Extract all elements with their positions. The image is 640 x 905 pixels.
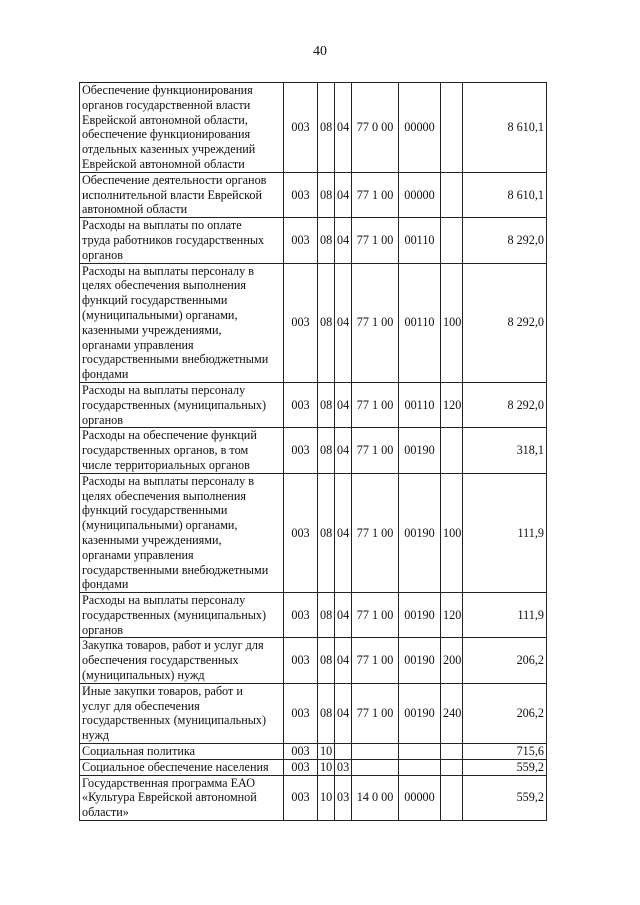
table-row [80, 775, 547, 820]
expense-type-code-cell [441, 759, 463, 775]
item-name-line: Расходы на выплаты персоналу в [82, 263, 254, 278]
item-name-line: Еврейской автономной области, [82, 112, 248, 127]
item-name-cell [80, 172, 284, 217]
subsection-code-cell: 04 [335, 593, 352, 638]
item-name-line: Расходы на выплаты персоналу [82, 382, 246, 397]
item-name-cell [80, 428, 284, 473]
subsection-code-cell: 04 [335, 382, 352, 427]
program-code-cell: 77 1 00 [352, 382, 399, 427]
section-code-cell: 10 [318, 775, 335, 820]
item-name-line: государственными внебюджетными [82, 562, 269, 577]
budget-table-body [80, 83, 547, 821]
expense-type-code-cell: 120 [441, 593, 463, 638]
item-name-line: органов [82, 247, 123, 262]
section-code-cell: 08 [318, 428, 335, 473]
direction-code-cell: 00000 [399, 775, 441, 820]
program-code-cell: 77 1 00 [352, 428, 399, 473]
direction-code-cell: 00190 [399, 473, 441, 592]
amount-cell: 206,2 [463, 683, 547, 743]
item-name-line: Социальная политика [82, 744, 196, 759]
program-code-cell: 77 1 00 [352, 473, 399, 592]
expense-type-code-cell [441, 218, 463, 263]
item-name-line: Обеспечение функционирования [82, 83, 253, 97]
item-name-line: Государственная программа ЕАО [82, 775, 256, 790]
item-name-line: числе территориальных органов [82, 457, 250, 472]
program-code-cell: 77 1 00 [352, 218, 399, 263]
item-name-line: обеспечения государственных [82, 653, 239, 668]
subsection-code-cell [335, 744, 352, 760]
table-row [80, 744, 547, 760]
expense-type-code-cell: 120 [441, 382, 463, 427]
subsection-code-cell: 04 [335, 638, 352, 683]
amount-cell: 8 610,1 [463, 172, 547, 217]
subsection-code-cell: 03 [335, 775, 352, 820]
subsection-code-cell: 04 [335, 218, 352, 263]
grbs-code-cell: 003 [284, 172, 318, 217]
item-name-line: автономной области [82, 202, 188, 217]
item-name-cell [80, 638, 284, 683]
section-code-cell: 10 [318, 759, 335, 775]
item-name-line: государственных (муниципальных) [82, 397, 267, 412]
item-name-line: функций государственными [82, 293, 228, 308]
amount-cell: 111,9 [463, 473, 547, 592]
subsection-code-cell: 04 [335, 263, 352, 382]
grbs-code-cell: 003 [284, 775, 318, 820]
item-name-line: (муниципальными) органами, [82, 518, 238, 533]
amount-cell: 715,6 [463, 744, 547, 760]
direction-code-cell: 00110 [399, 218, 441, 263]
table-row [80, 83, 547, 173]
section-code-cell: 08 [318, 382, 335, 427]
table-row [80, 172, 547, 217]
subsection-code-cell: 04 [335, 83, 352, 173]
item-name-line: фондами [82, 577, 129, 592]
expense-type-code-cell: 240 [441, 683, 463, 743]
direction-code-cell: 00000 [399, 83, 441, 173]
budget-table [79, 82, 547, 821]
amount-cell: 111,9 [463, 593, 547, 638]
subsection-code-cell: 03 [335, 759, 352, 775]
direction-code-cell [399, 744, 441, 760]
item-name-line: органов государственной власти [82, 97, 251, 112]
item-name-cell [80, 263, 284, 382]
item-name-line: органами управления [82, 337, 194, 352]
section-code-cell: 08 [318, 473, 335, 592]
item-name-line: фондами [82, 367, 129, 382]
item-name-line: казенными учреждениями, [82, 532, 222, 547]
item-name-line: Расходы на выплаты по оплате [82, 218, 242, 233]
item-name-line: органов [82, 622, 123, 637]
amount-cell: 8 610,1 [463, 83, 547, 173]
subsection-code-cell: 04 [335, 473, 352, 592]
grbs-code-cell: 003 [284, 638, 318, 683]
subsection-code-cell: 04 [335, 428, 352, 473]
table-row [80, 759, 547, 775]
direction-code-cell: 00110 [399, 382, 441, 427]
expense-type-code-cell: 200 [441, 638, 463, 683]
amount-cell: 559,2 [463, 775, 547, 820]
item-name-line: услуг для обеспечения [82, 698, 200, 713]
item-name-line: нужд [82, 728, 110, 743]
grbs-code-cell: 003 [284, 593, 318, 638]
item-name-line: целях обеспечения выполнения [82, 278, 246, 293]
amount-cell: 559,2 [463, 759, 547, 775]
item-name-line: (муниципальных) нужд [82, 668, 205, 683]
direction-code-cell: 00000 [399, 172, 441, 217]
amount-cell: 206,2 [463, 638, 547, 683]
grbs-code-cell: 003 [284, 428, 318, 473]
item-name-line: Расходы на выплаты персоналу [82, 593, 246, 608]
section-code-cell: 08 [318, 683, 335, 743]
program-code-cell: 14 0 00 [352, 775, 399, 820]
item-name-line: Закупка товаров, работ и услуг для [82, 638, 264, 653]
subsection-code-cell: 04 [335, 172, 352, 217]
expense-type-code-cell: 100 [441, 263, 463, 382]
table-row [80, 593, 547, 638]
direction-code-cell: 00110 [399, 263, 441, 382]
item-name-line: обеспечение функционирования [82, 127, 251, 142]
table-row [80, 382, 547, 427]
direction-code-cell: 00190 [399, 683, 441, 743]
grbs-code-cell: 003 [284, 473, 318, 592]
item-name-line: труда работников государственных [82, 232, 265, 247]
table-row [80, 473, 547, 592]
item-name-line: Еврейской автономной области [82, 156, 245, 171]
direction-code-cell: 00190 [399, 593, 441, 638]
section-code-cell: 08 [318, 172, 335, 217]
amount-cell: 318,1 [463, 428, 547, 473]
table-row [80, 263, 547, 382]
direction-code-cell: 00190 [399, 428, 441, 473]
item-name-cell [80, 744, 284, 760]
grbs-code-cell: 003 [284, 218, 318, 263]
item-name-cell [80, 382, 284, 427]
table-row [80, 638, 547, 683]
item-name-line: государственных (муниципальных) [82, 607, 267, 622]
grbs-code-cell: 003 [284, 744, 318, 760]
grbs-code-cell: 003 [284, 382, 318, 427]
item-name-line: органами управления [82, 547, 194, 562]
table-row [80, 218, 547, 263]
expense-type-code-cell [441, 775, 463, 820]
section-code-cell: 08 [318, 83, 335, 173]
amount-cell: 8 292,0 [463, 218, 547, 263]
item-name-line: Иные закупки товаров, работ и [82, 683, 243, 698]
section-code-cell: 08 [318, 263, 335, 382]
item-name-line: «Культура Еврейской автономной [82, 790, 257, 805]
expense-type-code-cell [441, 83, 463, 173]
expense-type-code-cell: 100 [441, 473, 463, 592]
item-name-line: государственных органов, в том [82, 443, 249, 458]
item-name-cell [80, 473, 284, 592]
item-name-line: (муниципальными) органами, [82, 307, 238, 322]
grbs-code-cell: 003 [284, 263, 318, 382]
amount-cell: 8 292,0 [463, 382, 547, 427]
section-code-cell: 08 [318, 218, 335, 263]
program-code-cell: 77 1 00 [352, 638, 399, 683]
item-name-line: функций государственными [82, 503, 228, 518]
item-name-line: Расходы на обеспечение функций [82, 428, 257, 443]
item-name-line: государственными внебюджетными [82, 352, 269, 367]
page-number: 40 [313, 44, 327, 59]
item-name-cell [80, 775, 284, 820]
item-name-line: Социальное обеспечение населения [82, 759, 269, 774]
section-code-cell: 08 [318, 638, 335, 683]
expense-type-code-cell [441, 172, 463, 217]
item-name-line: государственных (муниципальных) [82, 713, 267, 728]
item-name-cell [80, 683, 284, 743]
program-code-cell [352, 744, 399, 760]
item-name-line: Обеспечение деятельности органов [82, 172, 267, 187]
subsection-code-cell: 04 [335, 683, 352, 743]
item-name-line: области» [82, 805, 129, 820]
expense-type-code-cell [441, 744, 463, 760]
table-row [80, 683, 547, 743]
grbs-code-cell: 003 [284, 683, 318, 743]
program-code-cell [352, 759, 399, 775]
amount-cell: 8 292,0 [463, 263, 547, 382]
program-code-cell: 77 1 00 [352, 172, 399, 217]
grbs-code-cell: 003 [284, 83, 318, 173]
expense-type-code-cell [441, 428, 463, 473]
program-code-cell: 77 1 00 [352, 683, 399, 743]
item-name-line: отдельных казенных учреждений [82, 142, 256, 157]
item-name-line: казенными учреждениями, [82, 322, 222, 337]
program-code-cell: 77 1 00 [352, 263, 399, 382]
program-code-cell: 77 0 00 [352, 83, 399, 173]
item-name-cell [80, 593, 284, 638]
program-code-cell: 77 1 00 [352, 593, 399, 638]
item-name-line: целях обеспечения выполнения [82, 488, 246, 503]
item-name-line: органов [82, 412, 123, 427]
direction-code-cell: 00190 [399, 638, 441, 683]
item-name-line: исполнительной власти Еврейской [82, 187, 263, 202]
section-code-cell: 08 [318, 593, 335, 638]
grbs-code-cell: 003 [284, 759, 318, 775]
table-row [80, 428, 547, 473]
item-name-line: Расходы на выплаты персоналу в [82, 473, 254, 488]
direction-code-cell [399, 759, 441, 775]
section-code-cell: 10 [318, 744, 335, 760]
item-name-cell [80, 218, 284, 263]
item-name-cell [80, 759, 284, 775]
item-name-cell [80, 83, 284, 173]
